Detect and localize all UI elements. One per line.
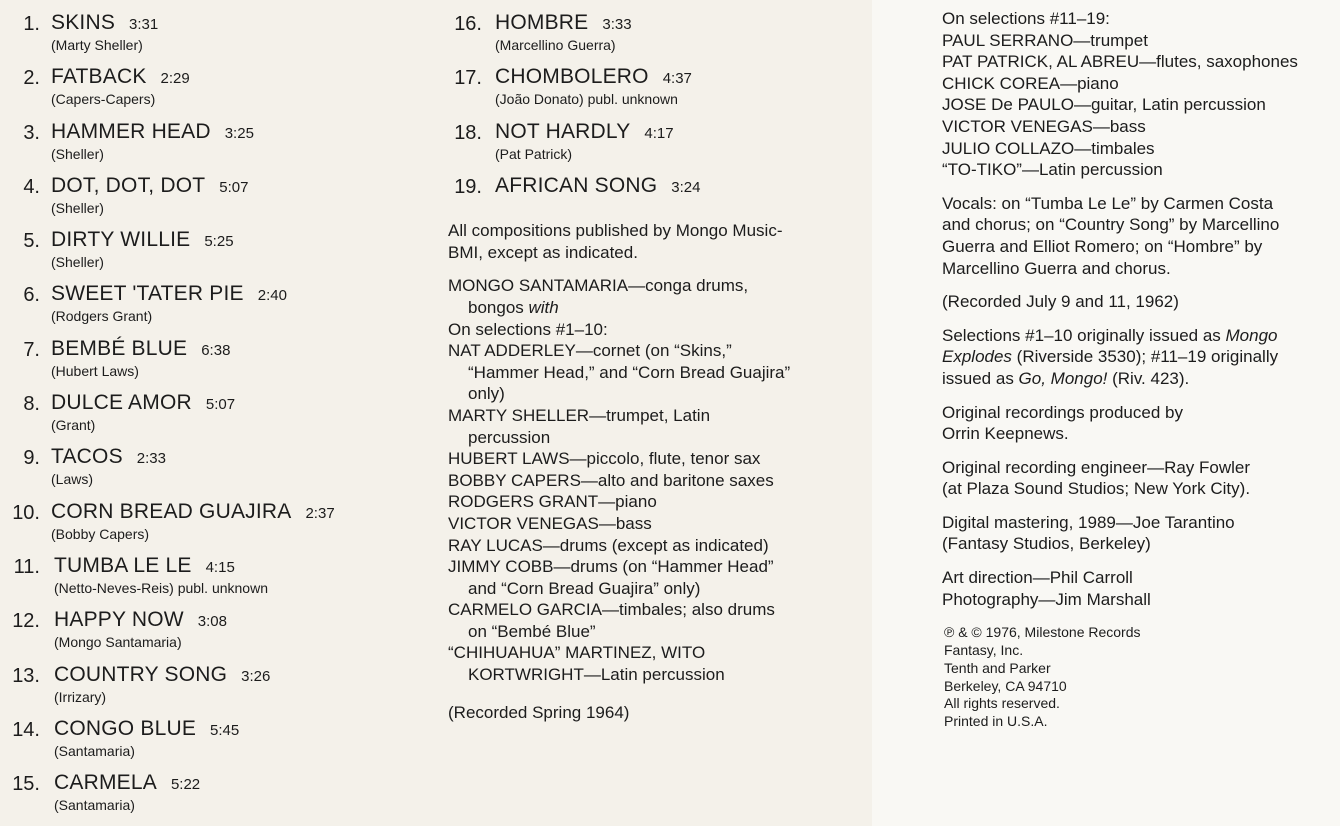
recorded-1964: (Recorded Spring 1964)	[448, 702, 630, 722]
personnel-line: MONGO SANTAMARIA—conga drums,	[448, 276, 749, 296]
personnel-line: RODGERS GRANT—piano	[448, 492, 657, 512]
personnel-line: on “Bembé Blue”	[468, 621, 596, 641]
art-photo-credit: Art direction—Phil Carroll Photography—Jim Marshall	[942, 568, 1151, 609]
track-composer: (Laws)	[51, 471, 94, 488]
track-number: 13.	[12, 664, 40, 687]
track-item	[0, 271, 430, 325]
track-item	[0, 597, 430, 651]
track-duration: 2:29	[160, 70, 190, 88]
track-composer: (Sheller)	[51, 145, 104, 162]
track-title: BEMBÉ BLUE	[51, 336, 188, 360]
track-item	[0, 163, 430, 217]
track-duration: 3:08	[197, 613, 227, 631]
track-item	[0, 54, 430, 108]
track-number: 15.	[12, 773, 40, 796]
track-number: 5.	[23, 230, 40, 253]
track-item	[0, 109, 430, 163]
track-composer: (Santamaria)	[54, 742, 135, 759]
track-item	[0, 760, 430, 814]
track-composer: (Capers-Capers)	[51, 91, 156, 108]
tracklist-column-2	[448, 0, 868, 723]
copyright-block: ℗ & © 1976, Milestone Records Fantasy, Inc. Tenth and Parker Berkeley, CA 94710 All rights reserved. Printed in U.S.A.	[944, 624, 1141, 730]
track-title: CARMELA	[54, 771, 157, 795]
track-title: COUNTRY SONG	[54, 662, 228, 686]
track-composer: (Rodgers Grant)	[51, 308, 153, 325]
track-duration: 5:07	[205, 396, 236, 414]
track-title: CORN BREAD GUAJIRA	[51, 499, 292, 523]
track-number: 11.	[13, 555, 40, 578]
personnel-line: On selections #11–19:	[942, 9, 1110, 28]
personnel-1962	[942, 8, 1340, 181]
track-title: CONGO BLUE	[54, 716, 197, 740]
track-duration: 5:25	[204, 233, 234, 251]
personnel-line: On selections #1–10:	[448, 319, 608, 339]
personnel-line: “Hammer Head,” and “Corn Bread Guajira”	[468, 362, 791, 382]
track-item	[0, 489, 430, 543]
track-composer: (Marcellino Guerra)	[495, 37, 616, 53]
track-composer: (Netto-Neves-Reis) publ. unknown	[54, 579, 268, 596]
track-number: 19.	[454, 175, 482, 198]
track-title: DOT, DOT, DOT	[51, 173, 206, 197]
personnel-line: NAT ADDERLEY—cornet (on “Skins,”	[448, 341, 732, 361]
track-title: DULCE AMOR	[51, 391, 192, 415]
track-title: TACOS	[51, 445, 123, 469]
track-number: 8.	[23, 393, 40, 416]
personnel-line: percussion	[468, 427, 551, 447]
track-item	[0, 380, 430, 434]
track-composer: (Sheller)	[51, 254, 104, 271]
track-title: AFRICAN SONG	[495, 173, 658, 197]
track-duration: 3:24	[671, 178, 701, 196]
track-duration: 3:33	[602, 16, 632, 33]
track-item	[0, 326, 430, 380]
track-composer: (Grant)	[51, 417, 96, 434]
personnel-line: RAY LUCAS—drums (except as indicated)	[448, 535, 769, 555]
personnel-line: bongos with	[468, 297, 559, 317]
track-duration: 3:25	[224, 124, 254, 142]
track-title: SKINS	[51, 11, 116, 34]
track-composer: (Sheller)	[51, 199, 104, 216]
track-item	[0, 706, 430, 760]
personnel-line: BOBBY CAPERS—alto and baritone saxes	[448, 470, 774, 490]
personnel-line: PAUL SERRANO—trumpet	[942, 30, 1148, 50]
track-duration: 2:33	[136, 450, 166, 468]
track-title: TUMBA LE LE	[54, 553, 192, 577]
track-number: 7.	[23, 338, 40, 361]
personnel-line: MARTY SHELLER—trumpet, Latin	[448, 405, 711, 425]
track-item	[0, 543, 430, 597]
track-title: CHOMBOLERO	[495, 65, 649, 89]
track-composer: (Mongo Santamaria)	[54, 634, 182, 651]
track-number: 14.	[12, 718, 40, 741]
track-item	[0, 0, 430, 54]
track-duration: 5:22	[170, 776, 201, 794]
track-composer: (Pat Patrick)	[495, 145, 573, 162]
track-title: FATBACK	[51, 65, 147, 89]
track-composer: (Hubert Laws)	[51, 362, 139, 379]
recorded-1962: (Recorded July 9 and 11, 1962)	[942, 292, 1179, 312]
personnel-1964	[448, 275, 868, 685]
track-item	[448, 109, 868, 163]
track-number: 3.	[23, 121, 40, 144]
track-composer: (Bobby Capers)	[51, 525, 150, 542]
track-number: 4.	[23, 175, 40, 198]
producer-credit: Original recordings produced by Orrin Keepnews.	[942, 402, 1183, 444]
personnel-line: only)	[468, 384, 505, 404]
personnel-line: JULIO COLLAZO—timbales	[942, 138, 1155, 158]
track-title: HAPPY NOW	[54, 608, 184, 632]
original-issue-note: Selections #1–10 originally issued as Mongo Explodes (Riverside 3530); #11–19 originally issued as Go, Mongo! (Riv. 423).	[942, 325, 1279, 388]
track-duration: 5:07	[219, 178, 249, 196]
personnel-line: HUBERT LAWS—piccolo, flute, tenor sax	[448, 449, 761, 469]
personnel-line: CARMELO GARCIA—timbales; also drums	[448, 600, 775, 620]
track-title: HOMBRE	[495, 11, 589, 34]
track-duration: 3:31	[129, 16, 159, 33]
tracklist-16-19	[448, 0, 868, 217]
track-composer: (Santamaria)	[54, 797, 135, 814]
personnel-line: JOSE De PAULO—guitar, Latin percussion	[942, 95, 1266, 115]
personnel-line: VICTOR VENEGAS—bass	[942, 116, 1146, 136]
personnel-line: “CHIHUAHUA” MARTINEZ, WITO	[448, 643, 706, 663]
track-item	[448, 0, 868, 54]
track-item	[0, 652, 430, 706]
personnel-line: VICTOR VENEGAS—bass	[448, 513, 652, 533]
publishing-note: All compositions published by Mongo Music- BMI, except as indicated.	[448, 221, 783, 262]
track-number: 6.	[23, 284, 40, 307]
track-number: 9.	[23, 447, 40, 470]
track-number: 1.	[23, 13, 40, 35]
vocals-note: Vocals: on “Tumba Le Le” by Carmen Costa and chorus; on “Country Song” by Marcellino Guerra and Elliot Romero; on “Hombre” by Marcellino Guerra and chorus.	[942, 193, 1280, 278]
mastering-credit: Digital mastering, 1989—Joe Tarantino (Fantasy Studios, Berkeley)	[942, 512, 1235, 554]
track-duration: 3:26	[241, 667, 271, 685]
personnel-line: “TO-TIKO”—Latin percussion	[942, 160, 1163, 180]
track-item	[448, 54, 868, 108]
track-duration: 2:37	[305, 504, 335, 522]
track-composer: (Marty Sheller)	[51, 37, 143, 53]
track-number: 17.	[454, 67, 482, 90]
track-title: DIRTY WILLIE	[51, 228, 191, 252]
track-duration: 4:17	[644, 124, 674, 142]
track-item	[0, 434, 430, 488]
track-duration: 4:37	[662, 70, 692, 88]
track-composer: (Irrizary)	[54, 688, 107, 705]
track-number: 18.	[454, 121, 482, 144]
personnel-line: CHICK COREA—piano	[942, 73, 1119, 93]
track-title: NOT HARDLY	[495, 119, 631, 143]
track-number: 16.	[454, 13, 482, 35]
engineer-credit: Original recording engineer—Ray Fowler (at Plaza Sound Studios; New York City).	[942, 457, 1251, 499]
tracklist-column-1	[0, 0, 430, 814]
personnel-line: and “Corn Bread Guajira” only)	[468, 578, 701, 598]
personnel-line: KORTWRIGHT—Latin percussion	[468, 665, 725, 685]
track-title: HAMMER HEAD	[51, 119, 211, 143]
personnel-line: JIMMY COBB—drums (on “Hammer Head”	[448, 557, 774, 577]
track-title: SWEET 'TATER PIE	[51, 282, 244, 306]
track-number: 12.	[12, 610, 40, 633]
track-duration: 5:45	[210, 721, 240, 739]
credits-column	[942, 8, 1340, 731]
track-duration: 6:38	[201, 341, 231, 359]
track-item	[448, 163, 868, 217]
track-duration: 4:15	[205, 558, 235, 576]
personnel-line: PAT PATRICK, AL ABREU—flutes, saxophones	[942, 52, 1298, 72]
track-number: 10.	[12, 501, 40, 524]
track-composer: (João Donato) publ. unknown	[495, 91, 678, 108]
track-duration: 2:40	[257, 287, 287, 305]
track-item	[0, 217, 430, 271]
track-number: 2.	[23, 67, 40, 90]
